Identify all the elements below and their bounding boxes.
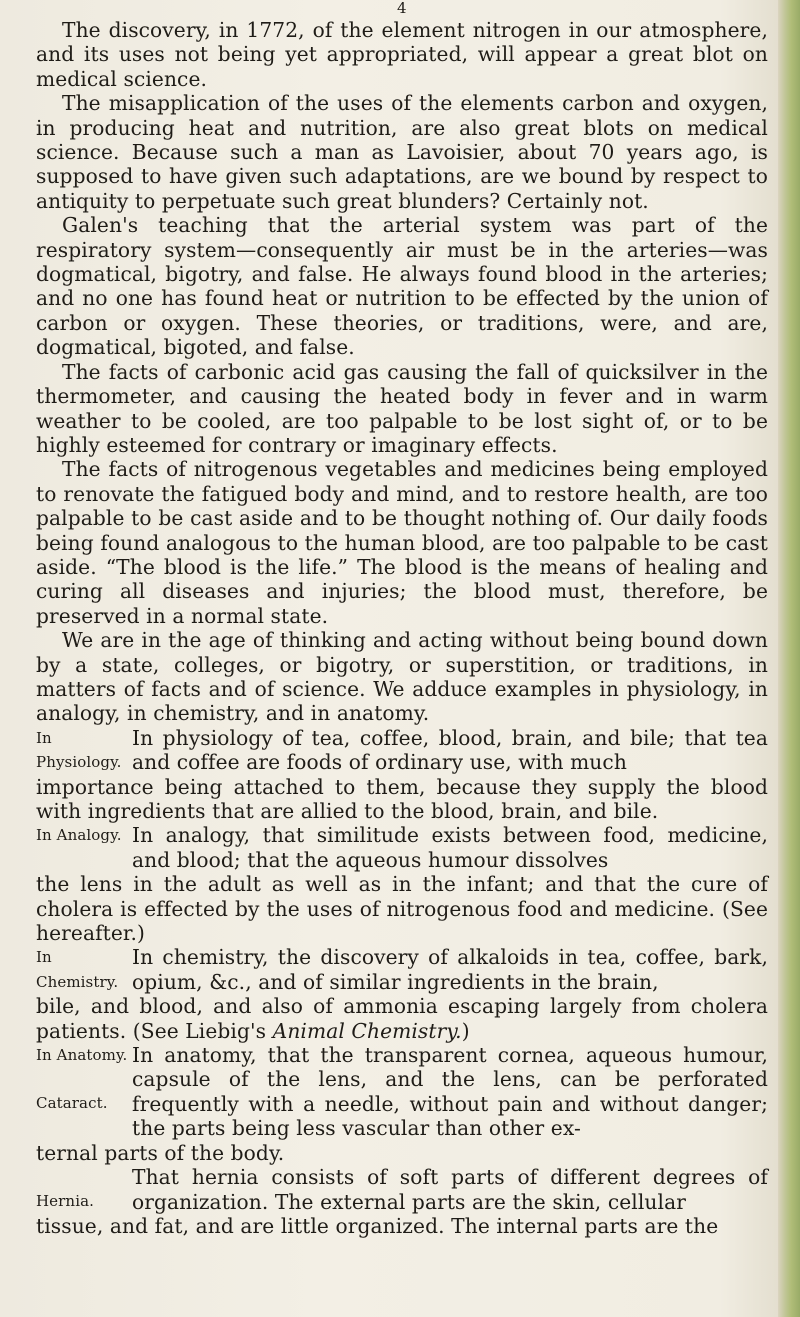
chemistry-lead: In chemistry, the discovery of alkaloids in tea, coffee, bark, opium, &c., and of similar ingredients in the brain,: [132, 945, 768, 994]
paragraph-nitrogenous: The facts of nitrogenous vegetables and medicines being employed to renovate the fatigued body and mind, and to restore health, are too palpable to be cast aside and to be thought nothing of. Our daily foods being found analogous to the human blood, are too palpable to be cast aside. “The blood is the life.” The blood is the means of healing and curing all diseases and injuries; the blood must, therefore, be preserved in a normal state.: [36, 457, 768, 628]
analogy-lead: In analogy, that similitude exists between food, medicine, and blood; that the aqueous humour dissolves: [132, 823, 768, 872]
hernia-rest: tissue, and fat, and are little organized. The internal parts are the: [36, 1213, 719, 1238]
sidenote-analogy: In Analogy.: [36, 826, 122, 845]
paragraph-carbon-oxygen: The misapplication of the uses of the elements carbon and oxygen, in producing heat and nutrition, are also great blots on medical science. Because such a man as Lavoisier, about 70 years ago, is supposed to have given such adaptations, are we bound by respect to antiquity to perpetuate such great blunders? Certainly not.: [36, 91, 768, 213]
analogy-rest: the lens in the adult as well as in the infant; and that the cure of cholera is effected by the uses of nitrogenous food and medicine. (See hereafter.): [36, 872, 768, 946]
sidenote-cataract: Cataract.: [36, 1094, 108, 1113]
paragraph-age-of-thinking: We are in the age of thinking and acting without being bound down by a state, colleges, or bigotry, or superstition, or traditions, in matters of facts and of science. We adduce examples in physiology, in analogy, in chemistry, and in anatomy.: [36, 628, 768, 726]
paragraph-galen: Galen's teaching that the arterial system was part of the respiratory system—consequently air must be in the arteries—was dogmatical, bigotry, and false. He always found blood in the arteries; and no one has found heat or nutrition to be effected by the union of carbon or oxygen. These theories, or traditions, were, and are, dogmatical, bigoted, and false.: [36, 213, 768, 360]
sidenote-anatomy: In Anatomy.: [36, 1046, 128, 1065]
physiology-lead: In physiology of tea, coffee, blood, brain, and bile; that tea and coffee are foods of ordinary use, with much: [132, 725, 768, 775]
body-text: [36, 18, 768, 1238]
paragraph-nitrogen: The discovery, in 1772, of the element nitrogen in our atmosphere, and its uses not being yet appropriated, will appear a great blot on medical science.: [36, 18, 768, 91]
paragraph-carbonic-acid: The facts of carbonic acid gas causing the fall of quicksilver in the thermometer, and causing the heated body in fever and in warm weather to be cooled, are too palpable to be lost sight of, or to be highly esteemed for contrary or imaginary effects.: [36, 359, 768, 457]
section-chemistry: [36, 945, 768, 994]
chemistry-rest-a: bile, and blood, and also of ammonia escaping largely from cholera patients. (See Liebig's: [36, 994, 768, 1043]
chemistry-book-title: Animal Chemistry.: [272, 1018, 462, 1043]
anatomy-rest: ternal parts of the body.: [36, 1140, 285, 1165]
page-edge: [778, 0, 800, 1317]
hernia-lead: That hernia consists of soft parts of different degrees of organization. The external parts are the skin, cellular: [132, 1165, 768, 1214]
section-hernia: [36, 1165, 768, 1214]
sidenote-chemistry: In Chemistry.: [36, 948, 119, 991]
page-number: 4: [397, 0, 407, 17]
anatomy-lead: In anatomy, that the transparent cornea, aqueous humour, capsule of the lens, and the lens, can be perforated frequently with a needle, without pain and without danger; the parts being less vascular than other ex-: [132, 1043, 768, 1141]
section-analogy: [36, 823, 768, 872]
section-anatomy: [36, 1043, 768, 1141]
chemistry-rest-b: ): [461, 1018, 470, 1043]
sidenote-hernia: Hernia.: [36, 1192, 94, 1211]
chemistry-rest: [36, 994, 768, 1043]
sidenote-physiology: In Physiology.: [36, 728, 122, 772]
section-physiology: [36, 726, 768, 775]
physiology-rest: importance being attached to them, because they supply the blood with ingredients that are allied to the blood, brain, and bile.: [36, 774, 768, 823]
